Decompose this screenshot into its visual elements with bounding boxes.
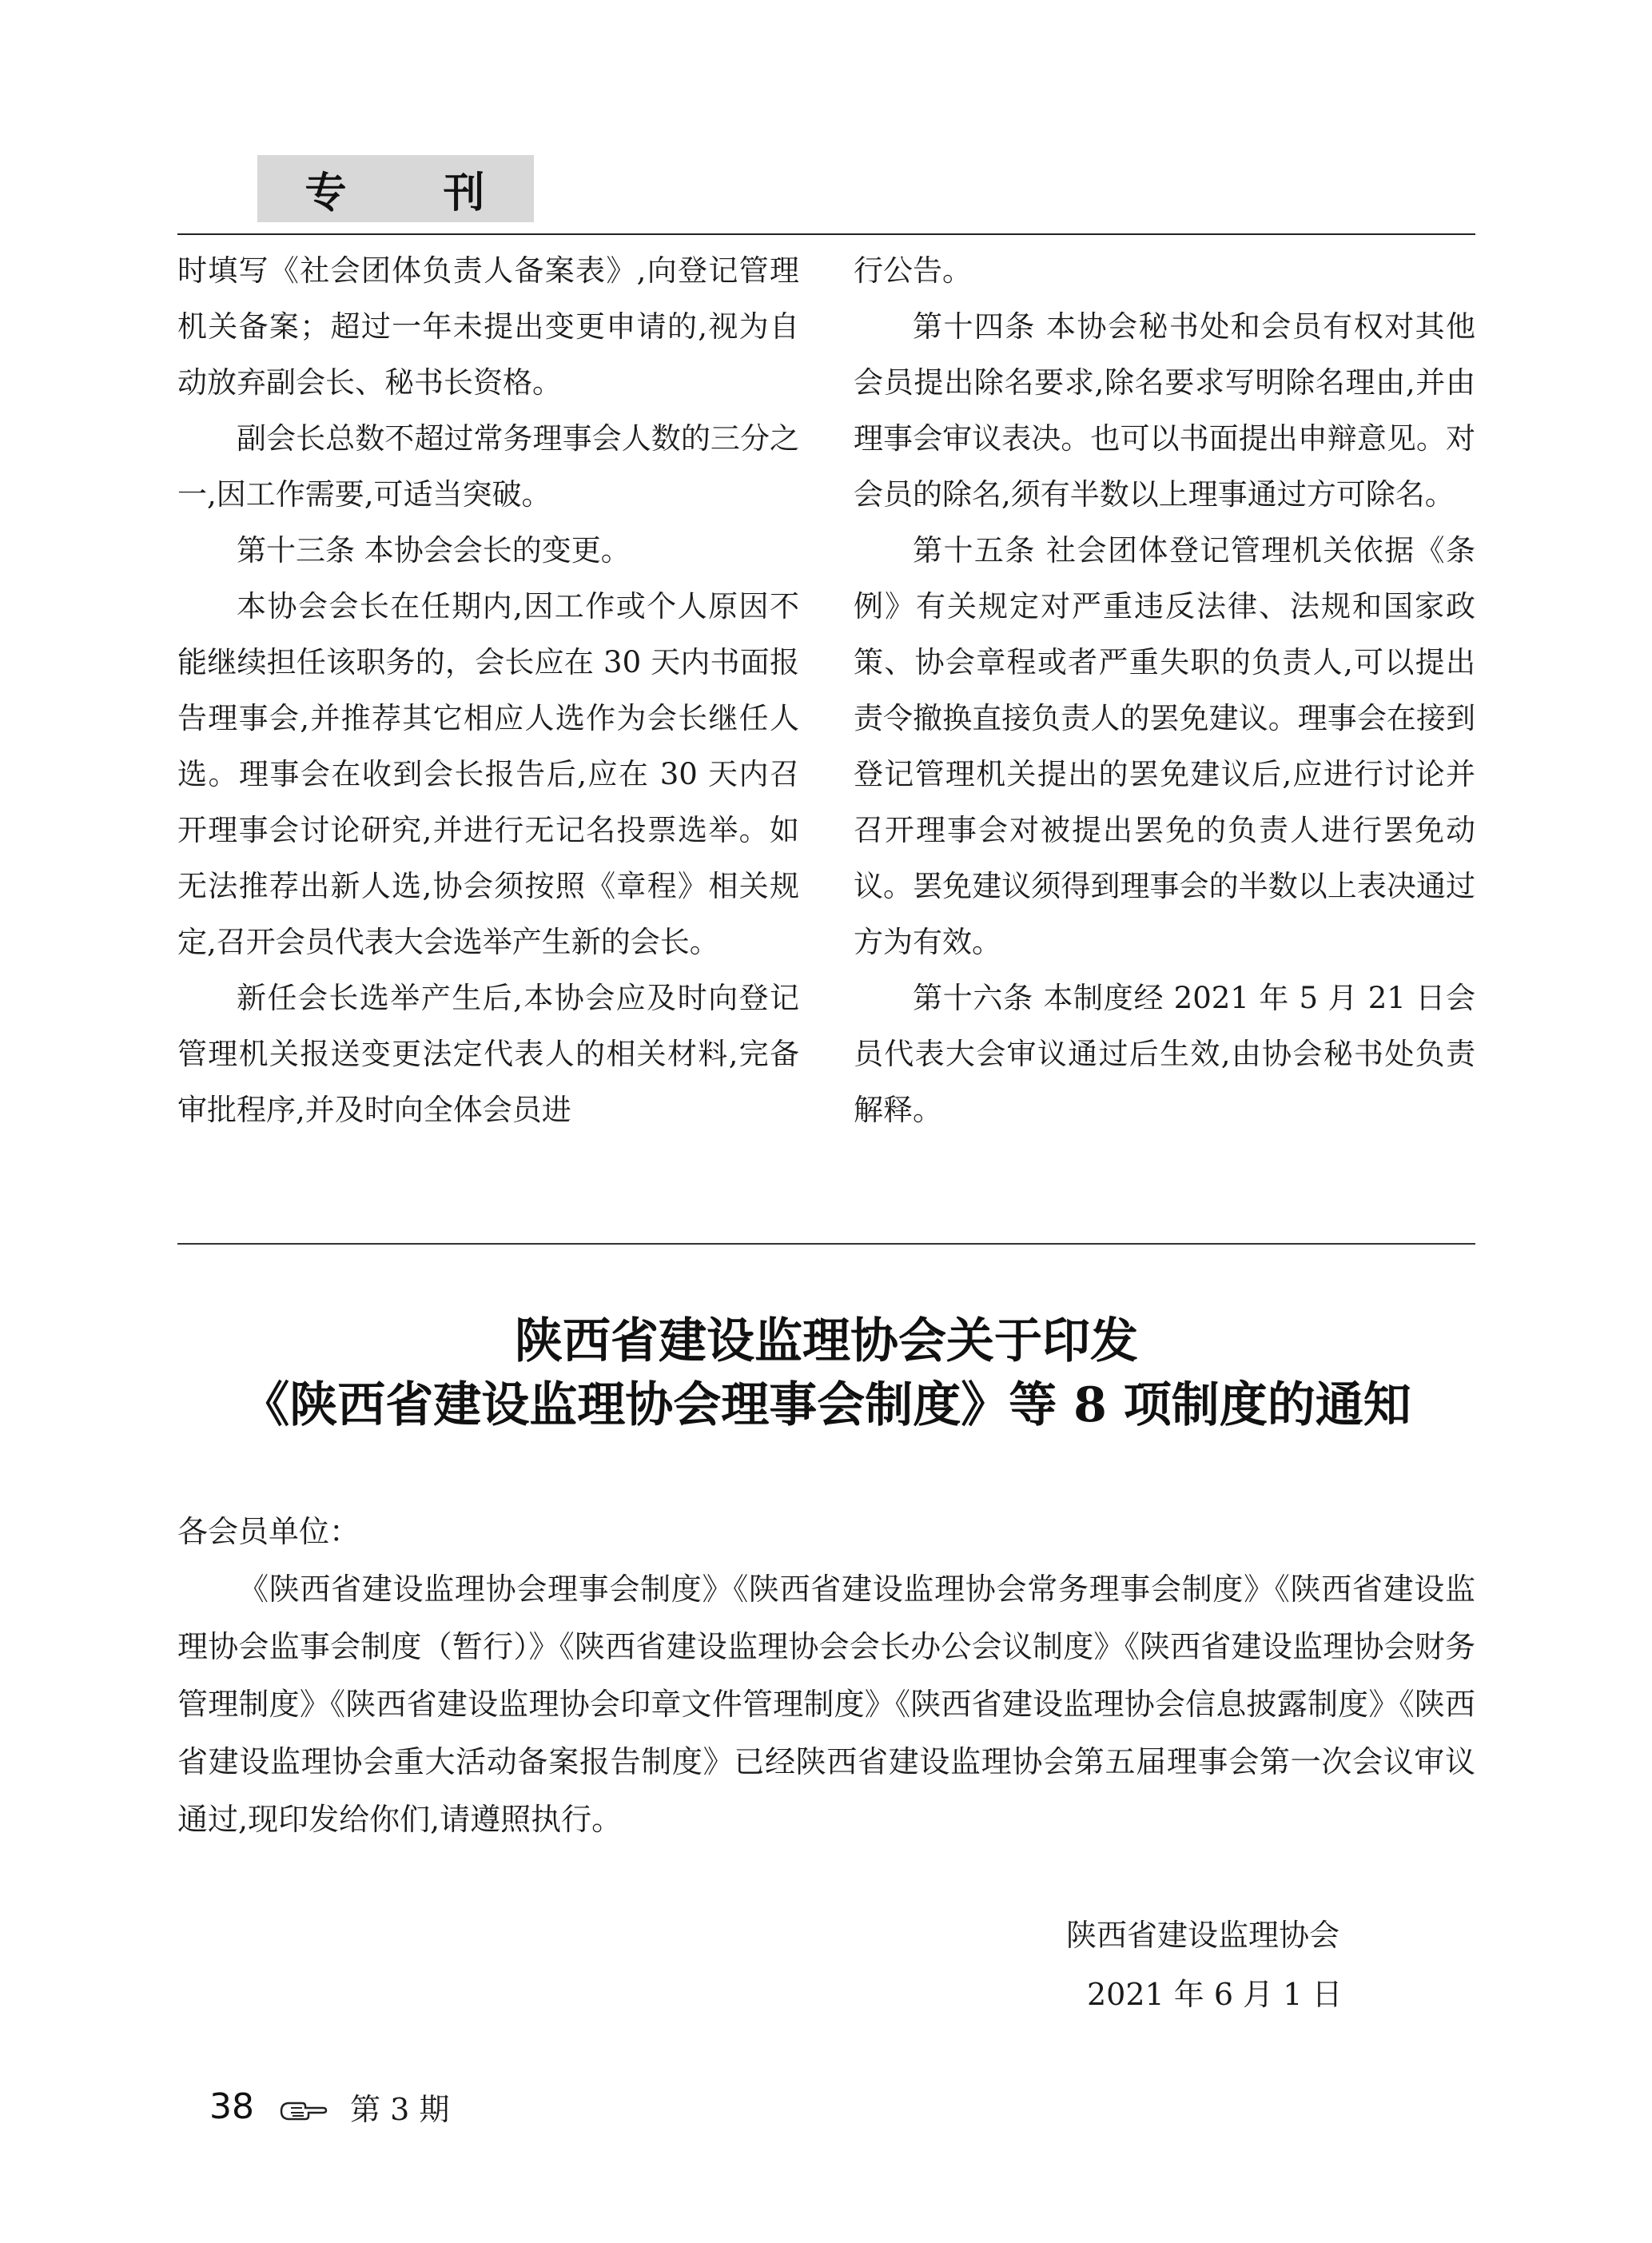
section-header-char-2: 刊 — [443, 169, 487, 217]
section-header-char-1: 专 — [305, 169, 348, 217]
right-paragraph-2: 第十四条 本协会秘书处和会员有权对其他会员提出除名要求,除名要求写明除名理由,并由理事会审议表决。也可以书面提出申辩意见。对会员的除名,须有半数以上理事通过方可除名。 — [854, 309, 1475, 512]
right-paragraph-4: 第十六条 本制度经 2021 年 5 月 21 日会员代表大会审议通过后生效,由协会秘书处负责解释。 — [854, 981, 1475, 1127]
left-paragraph-3: 第十三条 本协会会长的变更。 — [237, 533, 631, 568]
section-divider — [177, 1243, 1475, 1245]
page-number: 38 — [209, 2086, 254, 2127]
left-paragraph-5: 新任会长选举产生后,本协会应及时向登记管理机关报送变更法定代表人的相关材料,完备审批程序,并及时向全体会员进 — [177, 981, 799, 1127]
signature-organization: 陕西省建设监理协会 — [1066, 1918, 1340, 1953]
right-column — [854, 243, 1475, 1138]
left-paragraph-4: 本协会会长在任期内,因工作或个人原因不能继续担任该职务的，会长应在 30 天内书面报告理事会,并推荐其它相应人选作为会长继任人选。理事会在收到会长报告后,应在 30 天内召开理事会讨论研究,并进行无记名投票选举。如无法推荐出新人选,协会须按照《章程》相关规定,召开会员代表大会选举产生新的会长。 — [177, 589, 799, 959]
page-footer — [209, 2085, 449, 2129]
notice-salutation: 各会员单位： — [177, 1514, 360, 1549]
signature-date: 2021 年 6 月 1 日 — [1087, 1977, 1343, 2012]
left-paragraph-2: 副会长总数不超过常务理事会人数的三分之一,因工作需要,可适当突破。 — [177, 421, 799, 512]
right-paragraph-1: 行公告。 — [854, 253, 972, 288]
right-paragraph-3: 第十五条 社会团体登记管理机关依据《条例》有关规定对严重违反法律、法规和国家政策、协会章程或者严重失职的负责人,可以提出责令撤换直接负责人的罢免建议。理事会在接到登记管理机关提出的罢免建议后,应进行讨论并召开理事会对被提出罢免的负责人进行罢免动议。罢免建议须得到理事会的半数以上表决通过方为有效。 — [854, 533, 1475, 959]
notice-title-line-1: 陕西省建设监理协会关于印发 — [515, 1313, 1138, 1369]
issue-label: 第 3 期 — [350, 2092, 450, 2127]
left-paragraph-1: 时填写《社会团体负责人备案表》,向登记管理机关备案；超过一年未提出变更申请的,视为自动放弃副会长、秘书长资格。 — [177, 253, 799, 400]
notice-title-line-2: 《陕西省建设监理协会理事会制度》等 8 项制度的通知 — [241, 1377, 1411, 1433]
notice-body — [177, 1560, 1475, 1848]
header-rule — [177, 233, 1475, 235]
left-column — [177, 243, 799, 1138]
pointing-hand-icon — [278, 2092, 329, 2122]
section-header-tab — [257, 155, 534, 222]
notice-body-paragraph: 《陕西省建设监理协会理事会制度》《陕西省建设监理协会常务理事会制度》《陕西省建设监理协会监事会制度（暂行）》《陕西省建设监理协会会长办公会议制度》《陕西省建设监理协会财务管理制度》《陕西省建设监理协会印章文件管理制度》《陕西省建设监理协会信息披露制度》《陕西省建设监理协会重大活动备案报告制度》已经陕西省建设监理协会第五届理事会第一次会议审议通过,现印发给你们,请遵照执行。 — [177, 1572, 1475, 1837]
